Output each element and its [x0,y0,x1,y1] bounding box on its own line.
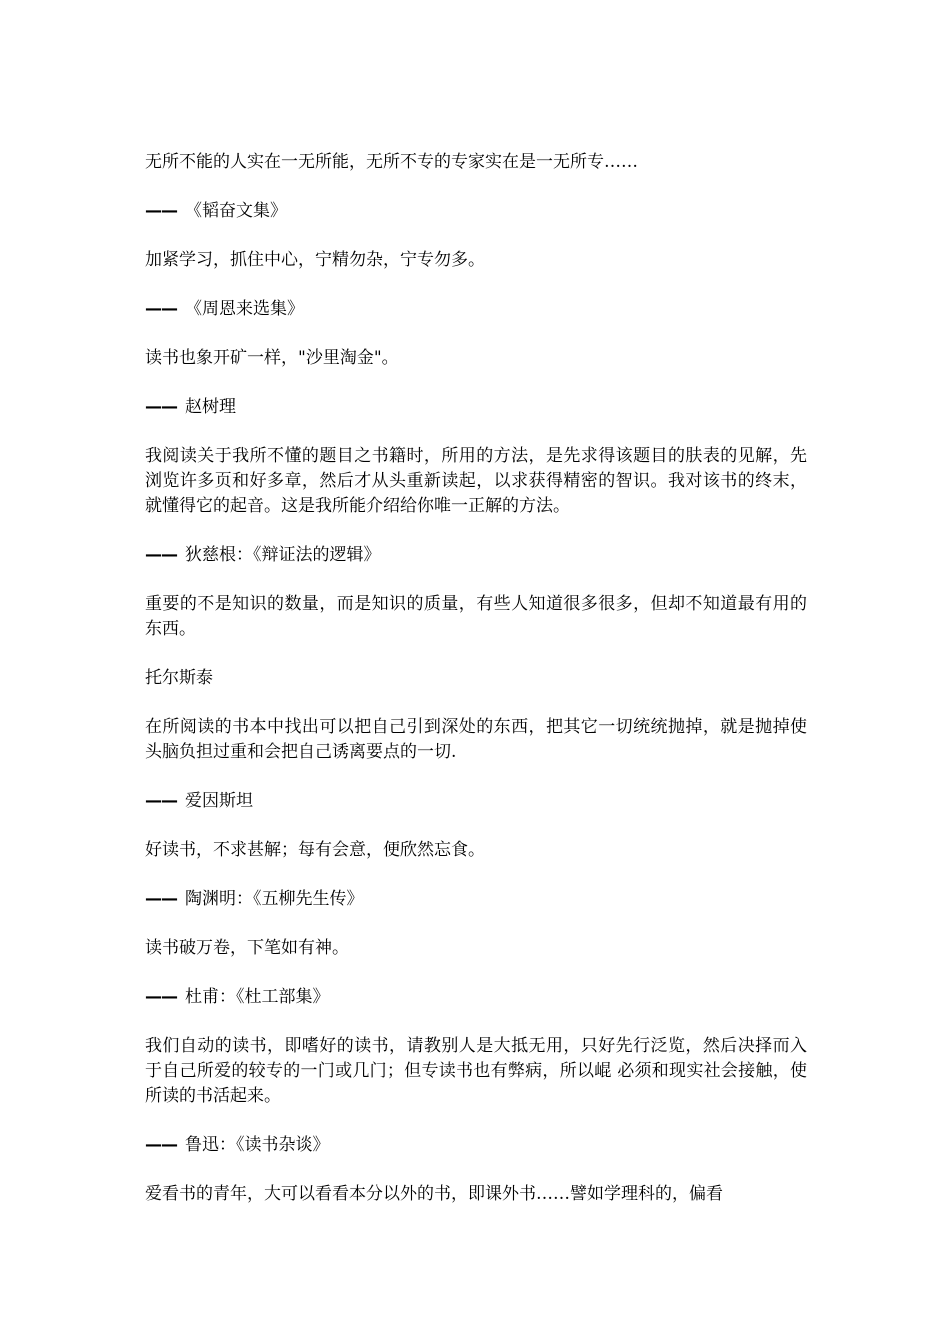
attribution-source: 狄慈根：《辩证法的逻辑》 [185,545,381,565]
quote-paragraph: 在所阅读的书本中找出可以把自己引到深处的东西，把其它一切统统抛掉，就是抛掉使头脑负担过重和会把自己诱离要点的一切. [145,717,807,762]
attribution-source: 鲁迅：《读书杂谈》 [185,1135,330,1155]
quote-paragraph: 读书也象开矿一样，"沙里淘金"。 [145,348,399,368]
document-body [145,150,807,1231]
attribution [145,789,807,814]
attribution-source: 赵树理 [185,397,236,417]
attribution [145,297,807,322]
attribution-source: 杜甫：《杜工部集》 [185,987,330,1007]
quote-paragraph: 我阅读关于我所不懂的题目之书籍时，所用的方法，是先求得该题目的肤表的见解，先浏览许多页和好多章，然后才从头重新读起，以求获得精密的智识。我对该书的终末，就懂得它的起音。这是我所能介绍给你唯一正解的方法。 [145,446,807,516]
attribution-dash: —— [145,1135,177,1155]
attribution-source: 《韬奋文集》 [185,201,287,221]
attribution-dash: —— [145,397,177,417]
quote-paragraph: 我们自动的读书，即嗜好的读书，请教别人是大抵无用，只好先行泛览，然后决择而入于自己所爱的较专的一门或几门；但专读书也有弊病，所以崐 必须和现实社会接触，使所读的书活起来。 [145,1036,807,1106]
attribution [145,395,807,420]
attribution-source: 《周恩来选集》 [185,299,304,319]
quote-paragraph: 读书破万卷，下笔如有神。 [145,938,349,958]
attribution-dash: —— [145,201,177,221]
quote-paragraph: 重要的不是知识的数量，而是知识的质量，有些人知道很多很多，但却不知道最有用的东西。 [145,594,807,639]
attribution-dash: —— [145,889,177,909]
attribution-dash: —— [145,791,177,811]
attribution-source: 陶渊明：《五柳先生传》 [185,889,364,909]
attribution [145,543,807,568]
attribution [145,985,807,1010]
attribution-dash: —— [145,545,177,565]
quote-paragraph: 好读书，不求甚解；每有会意，便欣然忘食。 [145,840,485,860]
quote-paragraph: 爱看书的青年，大可以看看本分以外的书，即课外书……譬如学理科的，偏看 [145,1184,723,1204]
attribution-dash: —— [145,299,177,319]
quote-paragraph: 加紧学习，抓住中心，宁精勿杂，宁专勿多。 [145,250,485,270]
quote-paragraph: 无所不能的人实在一无所能，无所不专的专家实在是一无所专…… [145,152,638,172]
attribution [145,1133,807,1158]
attribution-source: 托尔斯泰 [145,668,213,688]
attribution [145,887,807,912]
attribution-source: 爱因斯坦 [185,791,253,811]
attribution [145,199,807,224]
attribution-dash: —— [145,987,177,1007]
attribution [145,666,807,691]
